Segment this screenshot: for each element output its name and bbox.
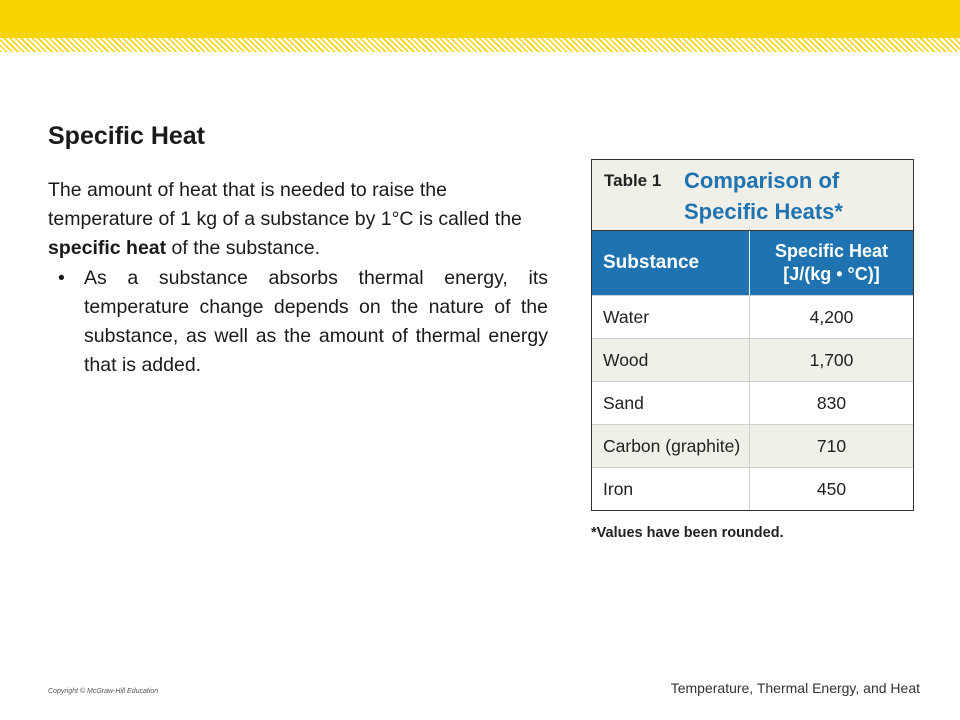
intro-paragraph — [48, 176, 548, 263]
footer-topic: Temperature, Thermal Energy, and Heat — [670, 680, 920, 696]
bullet-text: As a substance absorbs thermal energy, its temperature change depends on the nature of the substance, as well as the amount of thermal energy that is added. — [84, 267, 548, 376]
row-value: 1,700 — [750, 339, 914, 382]
row-value: 4,200 — [750, 296, 914, 339]
table-row — [592, 425, 913, 468]
row-value: 830 — [750, 382, 914, 425]
intro-text-start: The amount of heat that is needed to raise the temperature of 1 kg of a substance by 1°C is called the — [48, 179, 522, 230]
header-value-line1: Specific Heat — [774, 241, 889, 261]
row-substance: Sand — [592, 382, 750, 425]
row-value: 710 — [750, 425, 914, 468]
table-label: Table 1 — [604, 171, 662, 190]
row-substance: Water — [592, 296, 750, 339]
table-row — [592, 296, 913, 339]
intro-text-end: of the substance. — [166, 237, 321, 259]
copyright-notice: Copyright © McGraw-Hill Education — [48, 688, 159, 695]
header-substance: Substance — [592, 231, 750, 296]
table-row — [592, 468, 913, 511]
bullet-point — [48, 264, 548, 380]
bullet-dot-icon: • — [58, 267, 65, 289]
header-value-line2: [J/(kg • °C)] — [783, 264, 880, 284]
header-specific-heat — [750, 231, 914, 296]
top-banner-hatch — [0, 38, 960, 52]
table-title: Comparison of Specific Heats* — [684, 168, 843, 224]
intro-bold-term: specific heat — [48, 237, 167, 259]
specific-heat-table — [591, 159, 914, 511]
row-value: 450 — [750, 468, 914, 511]
data-table — [592, 231, 913, 510]
row-substance: Iron — [592, 468, 750, 511]
slide-title: Specific Heat — [48, 122, 206, 150]
top-banner — [0, 0, 960, 38]
table-header-row — [592, 231, 913, 296]
table-row — [592, 382, 913, 425]
row-substance: Wood — [592, 339, 750, 382]
table-footnote: *Values have been rounded. — [591, 525, 784, 541]
table-caption — [592, 160, 913, 231]
row-substance: Carbon (graphite) — [592, 425, 750, 468]
table-row — [592, 339, 913, 382]
